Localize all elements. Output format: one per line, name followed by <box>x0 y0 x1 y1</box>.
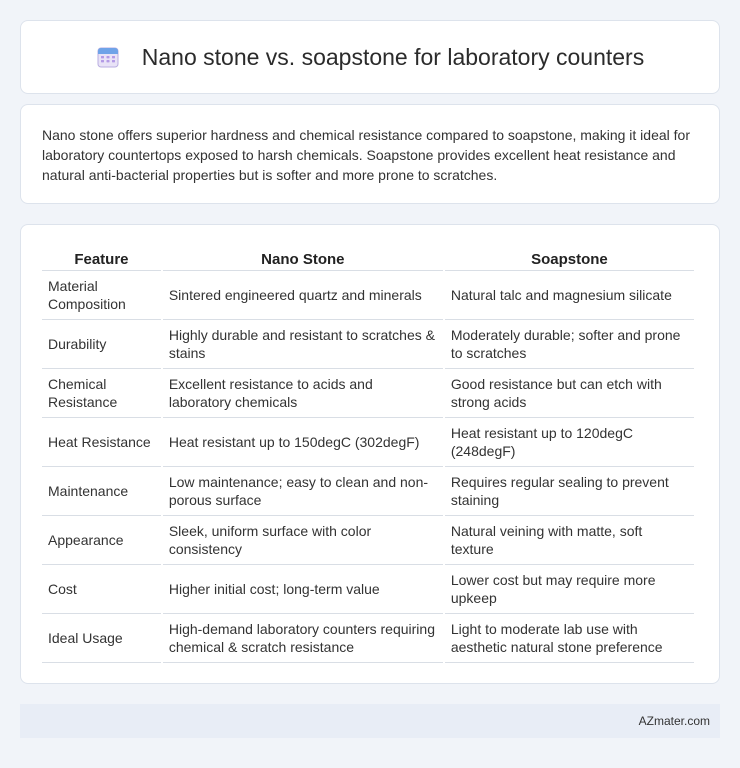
feature-cell: Material Composition <box>42 271 161 320</box>
feature-cell: Durability <box>42 320 161 369</box>
soapstone-cell: Moderately durable; softer and prone to scratches <box>445 320 694 369</box>
soapstone-cell: Natural veining with matte, soft texture <box>445 516 694 565</box>
nano-stone-cell: Excellent resistance to acids and laboratory chemicals <box>163 369 443 418</box>
footer-site-name: AZmater.com <box>638 714 710 728</box>
nano-stone-cell: Heat resistant up to 150degC (302degF) <box>163 418 443 467</box>
nano-stone-cell: Sleek, uniform surface with color consistency <box>163 516 443 565</box>
table-row <box>42 614 694 663</box>
intro-text: Nano stone offers superior hardness and chemical resistance compared to soapstone, making it ideal for laboratory countertops exposed to harsh chemicals. Soapstone provides excellent heat resistance and natural anti-bacterial properties but is softer and more prone to scratches. <box>42 127 690 183</box>
feature-cell: Heat Resistance <box>42 418 161 467</box>
soapstone-cell: Light to moderate lab use with aesthetic natural stone preference <box>445 614 694 663</box>
soapstone-cell: Good resistance but can etch with strong acids <box>445 369 694 418</box>
calendar-icon <box>96 45 120 69</box>
comparison-card <box>20 224 720 684</box>
table-row <box>42 467 694 516</box>
title-card <box>20 20 720 94</box>
header-soapstone: Soapstone <box>445 245 694 271</box>
table-row <box>42 516 694 565</box>
feature-cell: Ideal Usage <box>42 614 161 663</box>
nano-stone-cell: Higher initial cost; long-term value <box>163 565 443 614</box>
header-feature: Feature <box>42 245 161 271</box>
footer-bar <box>20 704 720 738</box>
soapstone-cell: Natural talc and magnesium silicate <box>445 271 694 320</box>
nano-stone-cell: Low maintenance; easy to clean and non-porous surface <box>163 467 443 516</box>
nano-stone-cell: Highly durable and resistant to scratches & stains <box>163 320 443 369</box>
table-row <box>42 369 694 418</box>
page-title: Nano stone vs. soapstone for laboratory counters <box>141 43 645 70</box>
nano-stone-cell: Sintered engineered quartz and minerals <box>163 271 443 320</box>
intro-card <box>20 104 720 204</box>
feature-cell: Cost <box>42 565 161 614</box>
table-row <box>42 565 694 614</box>
comparison-table <box>40 245 696 663</box>
header-nano-stone: Nano Stone <box>163 245 443 271</box>
feature-cell: Chemical Resistance <box>42 369 161 418</box>
feature-cell: Maintenance <box>42 467 161 516</box>
table-row <box>42 418 694 467</box>
table-header-row <box>42 245 694 271</box>
nano-stone-cell: High-demand laboratory counters requiring chemical & scratch resistance <box>163 614 443 663</box>
soapstone-cell: Lower cost but may require more upkeep <box>445 565 694 614</box>
feature-cell: Appearance <box>42 516 161 565</box>
table-row <box>42 271 694 320</box>
soapstone-cell: Heat resistant up to 120degC (248degF) <box>445 418 694 467</box>
soapstone-cell: Requires regular sealing to prevent staining <box>445 467 694 516</box>
table-row <box>42 320 694 369</box>
